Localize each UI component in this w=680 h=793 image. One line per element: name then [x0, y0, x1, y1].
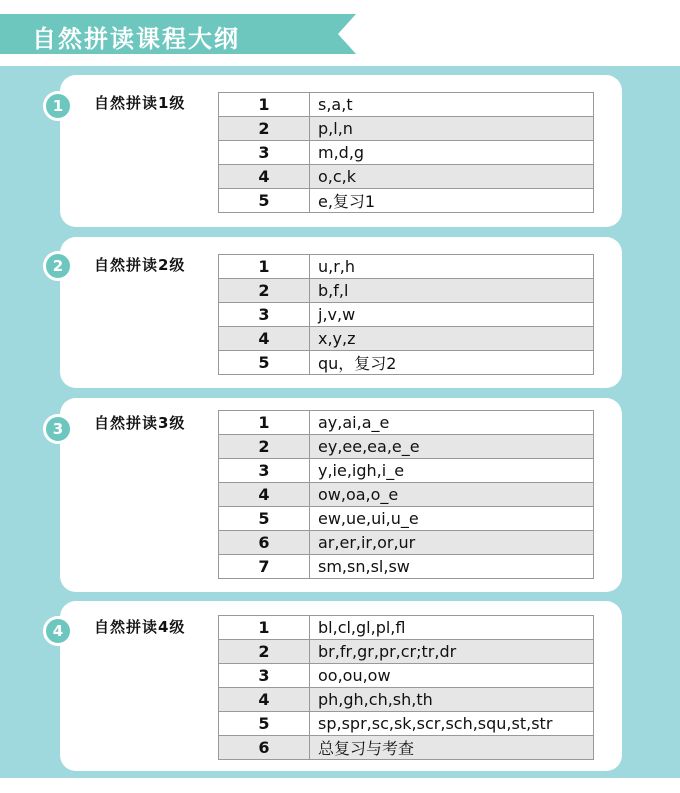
- level-badge-2: 2: [43, 251, 73, 281]
- level-card-1: [60, 75, 622, 227]
- level-badge-1: 1: [43, 91, 73, 121]
- lesson-number: 3: [219, 664, 310, 688]
- lesson-table: [218, 92, 594, 213]
- level-badge-4: 4: [43, 616, 73, 646]
- table-row: [219, 327, 594, 351]
- level-title: 自然拼读2级: [94, 256, 186, 274]
- lesson-number: 5: [219, 712, 310, 736]
- table-row: [219, 141, 594, 165]
- table-row: [219, 616, 594, 640]
- table-row: [219, 483, 594, 507]
- lesson-number: 2: [219, 640, 310, 664]
- table-row: [219, 189, 594, 213]
- lesson-content: e,复习1: [310, 189, 594, 213]
- level-card-3: [60, 398, 622, 592]
- lesson-table: [218, 615, 594, 760]
- table-row: [219, 165, 594, 189]
- table-row: [219, 255, 594, 279]
- lesson-number: 1: [219, 255, 310, 279]
- lesson-number: 2: [219, 117, 310, 141]
- lesson-content: bl,cl,gl,pl,fl: [310, 616, 594, 640]
- lesson-number: 3: [219, 141, 310, 165]
- table-row: [219, 411, 594, 435]
- table-row: [219, 712, 594, 736]
- lesson-number: 2: [219, 435, 310, 459]
- table-row: [219, 351, 594, 375]
- lesson-content: y,ie,igh,i_e: [310, 459, 594, 483]
- lesson-content: oo,ou,ow: [310, 664, 594, 688]
- lesson-number: 4: [219, 483, 310, 507]
- table-row: [219, 688, 594, 712]
- table-row: [219, 531, 594, 555]
- table-row: [219, 640, 594, 664]
- lesson-content: s,a,t: [310, 93, 594, 117]
- level-title: 自然拼读1级: [94, 94, 186, 112]
- lesson-content: ph,gh,ch,sh,th: [310, 688, 594, 712]
- lesson-content: ar,er,ir,or,ur: [310, 531, 594, 555]
- table-row: [219, 507, 594, 531]
- lesson-number: 4: [219, 165, 310, 189]
- lesson-content: sp,spr,sc,sk,scr,sch,squ,st,str: [310, 712, 594, 736]
- lesson-content: m,d,g: [310, 141, 594, 165]
- lesson-content: sm,sn,sl,sw: [310, 555, 594, 579]
- lesson-number: 1: [219, 93, 310, 117]
- table-row: [219, 435, 594, 459]
- lesson-content: x,y,z: [310, 327, 594, 351]
- lesson-content: b,f,l: [310, 279, 594, 303]
- lesson-number: 2: [219, 279, 310, 303]
- lesson-content: qu，复习2: [310, 351, 594, 375]
- level-card-4: [60, 601, 622, 771]
- lesson-number: 6: [219, 736, 310, 760]
- lesson-number: 1: [219, 411, 310, 435]
- lesson-content: o,c,k: [310, 165, 594, 189]
- lesson-number: 5: [219, 189, 310, 213]
- title-banner: [0, 14, 356, 54]
- lesson-content: j,v,w: [310, 303, 594, 327]
- table-row: [219, 117, 594, 141]
- lesson-number: 3: [219, 459, 310, 483]
- level-card-2: [60, 237, 622, 388]
- table-row: [219, 93, 594, 117]
- lesson-number: 6: [219, 531, 310, 555]
- level-title: 自然拼读4级: [94, 618, 186, 636]
- table-row: [219, 664, 594, 688]
- lesson-table: [218, 254, 594, 375]
- lesson-number: 5: [219, 351, 310, 375]
- level-title: 自然拼读3级: [94, 414, 186, 432]
- lesson-content: 总复习与考查: [310, 736, 594, 760]
- lesson-content: ay,ai,a_e: [310, 411, 594, 435]
- table-row: [219, 303, 594, 327]
- table-row: [219, 459, 594, 483]
- lesson-content: ew,ue,ui,u_e: [310, 507, 594, 531]
- lesson-content: br,fr,gr,pr,cr;tr,dr: [310, 640, 594, 664]
- lesson-number: 1: [219, 616, 310, 640]
- lesson-number: 4: [219, 327, 310, 351]
- lesson-content: u,r,h: [310, 255, 594, 279]
- table-row: [219, 736, 594, 760]
- lesson-number: 5: [219, 507, 310, 531]
- table-row: [219, 279, 594, 303]
- table-row: [219, 555, 594, 579]
- page-title: 自然拼读课程大纲: [32, 25, 240, 53]
- level-badge-3: 3: [43, 414, 73, 444]
- lesson-content: ow,oa,o_e: [310, 483, 594, 507]
- lesson-table: [218, 410, 594, 579]
- lesson-number: 4: [219, 688, 310, 712]
- lesson-number: 7: [219, 555, 310, 579]
- lesson-content: p,l,n: [310, 117, 594, 141]
- lesson-content: ey,ee,ea,e_e: [310, 435, 594, 459]
- lesson-number: 3: [219, 303, 310, 327]
